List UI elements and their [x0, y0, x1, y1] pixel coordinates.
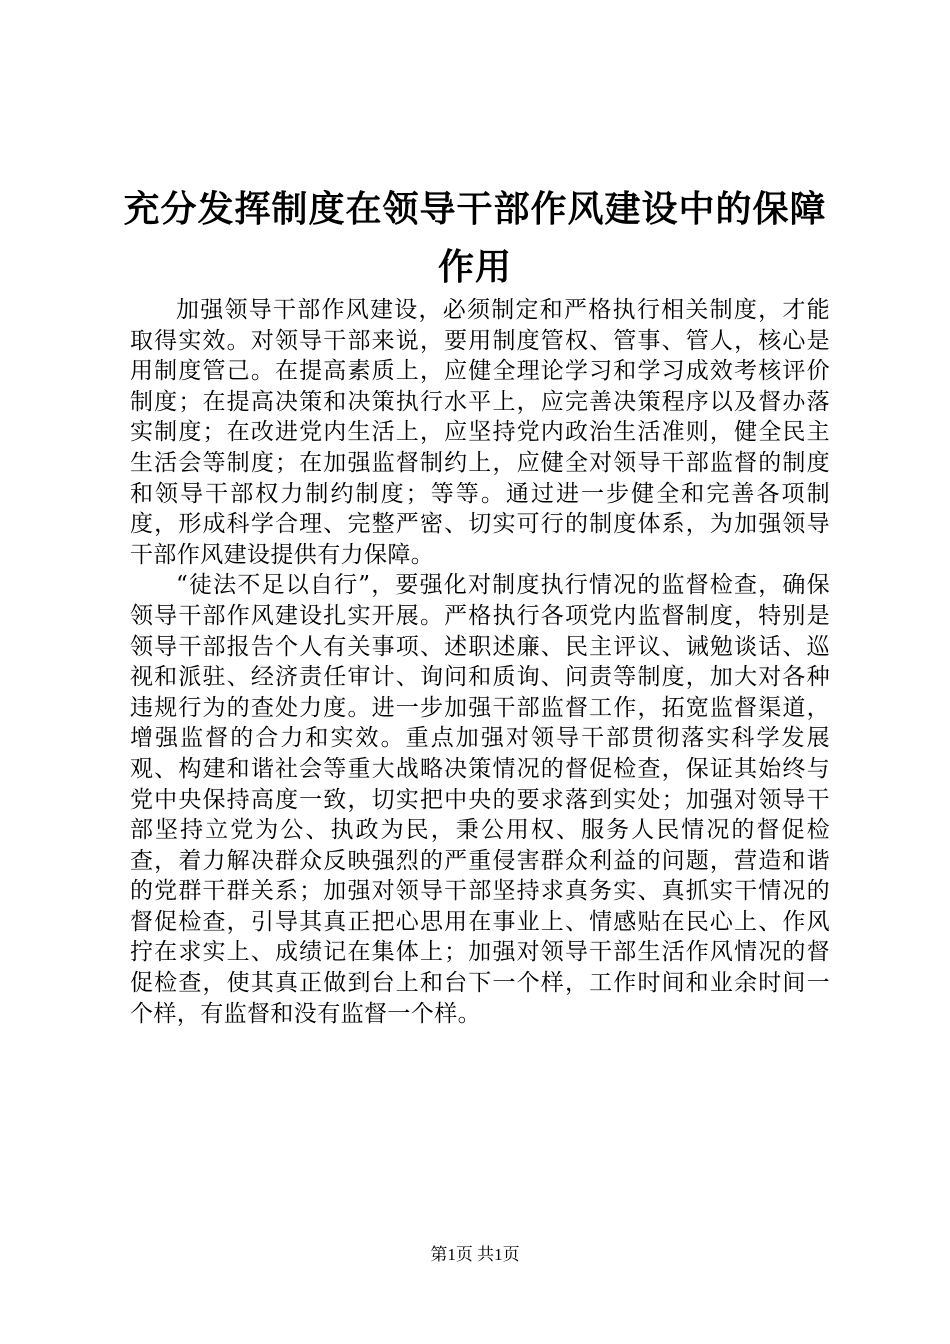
- paragraph-2: “徒法不足以自行”，要强化对制度执行情况的监督检查，确保领导干部作风建设扎实开展。严格执行各项党内监督制度，特别是领导干部报告个人有关事项、述职述廉、民主评议、诫勉谈话、巡视和派驻、经济责任审计、询问和质询、问责等制度，加大对各种违规行为的查处力度。进一步加强干部监督工作，拓宽监督渠道，增强监督的合力和实效。重点加强对领导干部贯彻落实科学发展观、构建和谐社会等重大战略决策情况的督促检查，保证其始终与党中央保持高度一致，切实把中央的要求落到实处；加强对领导干部坚持立党为公、执政为民，秉公用权、服务人民情况的督促检查，着力解决群众反映强烈的严重侵害群众利益的问题，营造和谐的党群干群关系；加强对领导干部坚持求真务实、真抓实干情况的督促检查，引导其真正把心思用在事业上、情感贴在民心上、作风拧在求实上、成绩记在集体上；加强对领导干部生活作风情况的督促检查，使其真正做到台上和台下一个样，工作时间和业余时间一个样，有监督和没有监督一个样。: [130, 572, 830, 1027]
- page-number-footer: 第1页 共1页: [430, 1245, 520, 1264]
- paragraph-1: 加强领导干部作风建设，必须制定和严格执行相关制度，才能取得实效。对领导干部来说，要用制度管权、管事、管人，核心是用制度管己。在提高素质上，应健全理论学习和学习成效考核评价制度；在提高决策和决策执行水平上，应完善决策程序以及督办落实制度；在改进党内生活上，应坚持党内政治生活准则，健全民主生活会等制度；在加强监督制约上，应健全对领导干部监督的制度和领导干部权力制约制度；等等。通过进一步健全和完善各项制度，形成科学合理、完整严密、切实可行的制度体系，为加强领导干部作风建设提供有力保障。: [130, 297, 830, 568]
- document-body: [130, 295, 830, 1029]
- document-title: 充分发挥制度在领导干部作风建设中的保障作用: [123, 188, 827, 288]
